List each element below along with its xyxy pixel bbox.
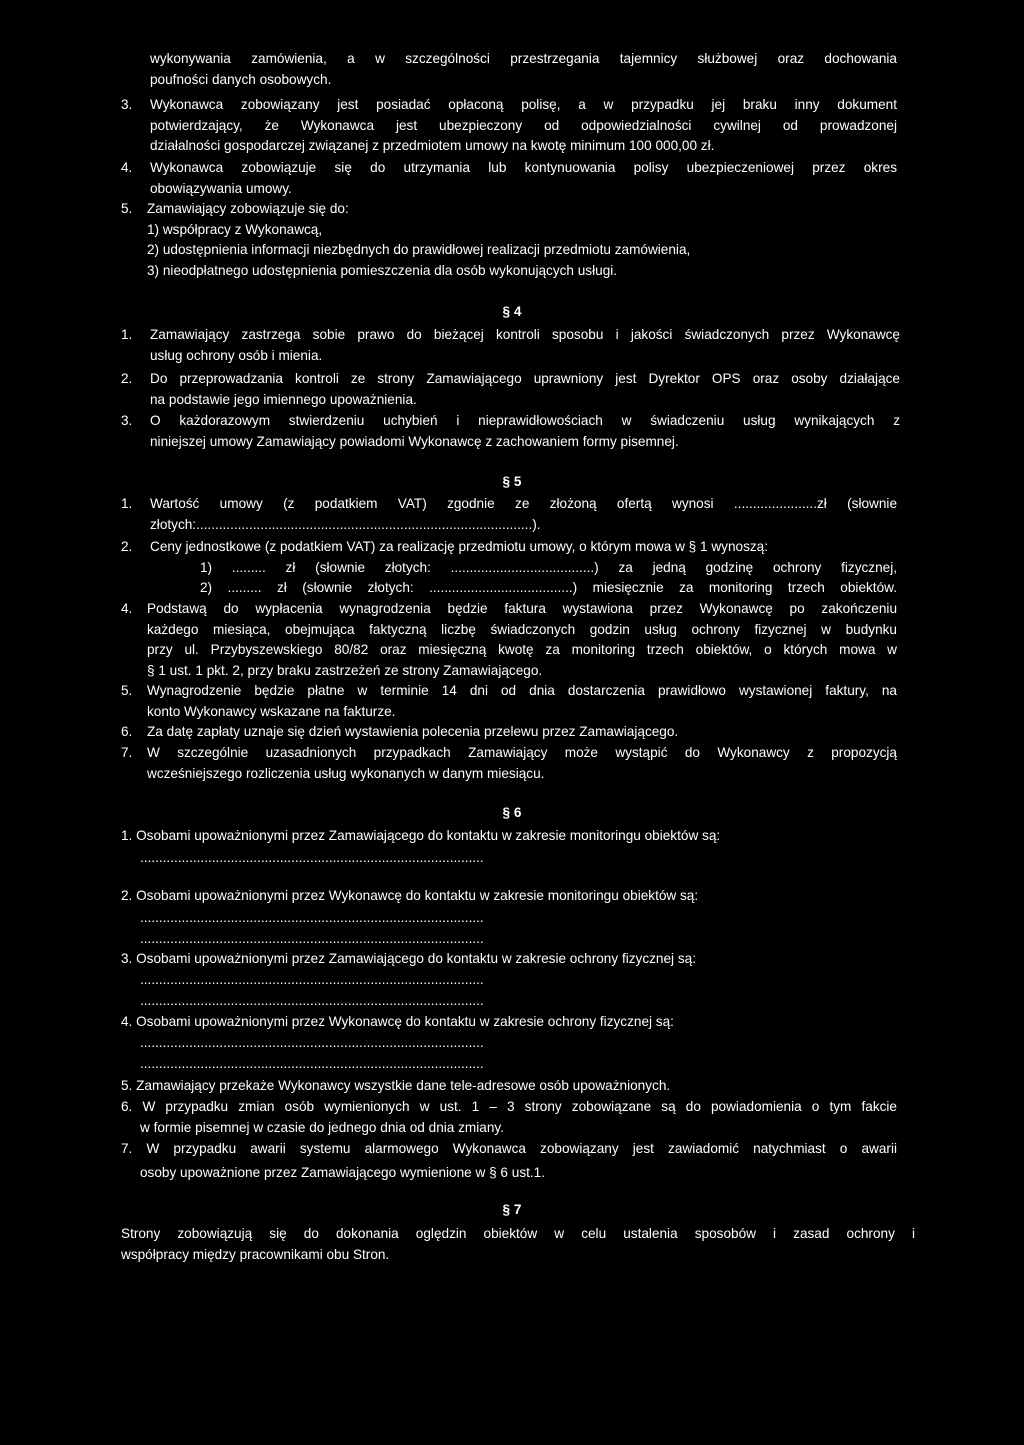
fill-line: ........................................................................................... [140,910,484,925]
item-number: 4. [121,160,133,175]
item-number: 5. [121,683,133,698]
section-heading: § 5 [502,474,522,489]
item-number: 1. [121,327,133,342]
text-line: Zamawiający zastrzega sobie prawo do bieżącej kontroli sposobu i jakości świadczonych przez Wykonawcę [150,327,900,342]
item-number: 3. [121,97,133,112]
continuation-paragraph [150,49,897,90]
text-line: Wykonawca zobowiązuje się do utrzymania lub kontynuowania polisy ubezpieczeniowej przez okres [150,160,897,175]
section-heading: § 6 [502,805,522,820]
text-line: 2) ......... zł (słownie złotych: ......................................) miesięcznie za monitoring trzech obiektów. [200,580,897,595]
item-number: 7. [121,745,133,760]
list-item [150,494,897,535]
text-line: poufności danych osobowych. [150,71,332,87]
text-line: Do przeprowadzania kontroli ze strony Zamawiającego uprawniony jest Dyrektor OPS oraz osoby działające [150,371,900,386]
text-line: osoby upoważnione przez Zamawiającego wymienione w § 6 ust.1. [140,1165,546,1180]
text-line: każdego miesiąca, obejmująca faktyczną liczbę świadczonych godzin usług ochrony fizycznej w budynku [147,621,897,637]
item-number: 6. [121,724,133,739]
list-item [150,95,897,157]
list-item [147,722,897,743]
list-item [150,537,910,558]
sub-item [200,558,897,579]
list-item [150,411,900,452]
list-item [150,369,900,410]
item-number: 3. [121,413,133,428]
text-line: 1) współpracy z Wykonawcą, [147,221,323,237]
text-line: w formie pisemnej w czasie do jednego dnia od dnia zmiany. [140,1120,504,1135]
text-line: Zamawiający zobowiązuje się do: [147,201,349,216]
text-line: konto Wykonawcy wskazane na fakturze. [147,703,396,719]
text-line: Wynagrodzenie będzie płatne w terminie 14 dni od dnia dostarczenia prawidłowo wystawionej faktury, na [147,683,897,698]
text-line: Ceny jednostkowe (z podatkiem VAT) za realizację przedmiotu umowy, o którym mowa w § 1 wynoszą: [150,539,768,554]
text-line: usług ochrony osób i mienia. [150,347,323,363]
text-line: na podstawie jego imiennego upoważnienia. [150,391,417,407]
item-number: 5. [121,201,133,216]
text-line: złotych:.........................................................................................). [150,516,541,532]
list-item [147,599,897,681]
text-line: obowiązywania umowy. [150,180,292,196]
text-line: 1) ......... zł (słownie złotych: ......................................) za jedną godzinę ochrony fizycznej, [200,560,897,575]
fill-line: ........................................................................................... [140,972,484,987]
text-line: O każdorazowym stwierdzeniu uchybień i nieprawidłowościach w świadczeniu usług wynikających z [150,413,900,428]
paragraph [121,1224,915,1265]
list-item [147,743,897,784]
sub-item [200,578,897,599]
text-line: działalności gospodarczej związanej z przedmiotem umowy na kwotę minimum 100 000,00 zł. [150,138,715,153]
list-item: 3. Osobami upoważnionymi przez Zamawiającego do kontaktu w zakresie ochrony fizycznej są: [121,951,696,966]
list-item: 2. Osobami upoważnionymi przez Wykonawcę do kontaktu w zakresie monitoringu obiektów są: [121,888,699,903]
list-item: 4. Osobami upoważnionymi przez Wykonawcę do kontaktu w zakresie ochrony fizycznej są: [121,1014,674,1029]
list-item [147,681,897,722]
list-item [121,1097,897,1118]
text-line: Podstawą do wypłacenia wynagrodzenia będzie faktura wystawiona przez Wykonawcę po zakończeniu [147,601,897,616]
text-line: Za datę zapłaty uznaje się dzień wystawienia polecenia przelewu przez Zamawiającego. [147,724,679,739]
text-line: przy ul. Przybyszewskiego 80/82 oraz miesięczną kwotę za monitoring trzech obiektów, o których mowa w [147,642,897,657]
text-line: współpracy między pracownikami obu Stron. [121,1246,390,1262]
list-item: 1. Osobami upoważnionymi przez Zamawiającego do kontaktu w zakresie monitoringu obiektów są: [121,828,721,843]
text-line: 6. W przypadku zmian osób wymienionych w ust. 1 – 3 strony zobowiązane są do powiadomienia o tym fakcie [121,1099,897,1114]
fill-line: ........................................................................................... [140,993,484,1008]
list-item: 5. Zamawiający przekaże Wykonawcy wszystkie dane tele-adresowe osób upoważnionych. [121,1078,671,1093]
fill-line: ........................................................................................... [140,850,484,865]
text-line: wykonywania zamówienia, a w szczególności przestrzegania tajemnicy służbowej oraz dochowania [150,51,897,66]
text-line: niniejszej umowy Zamawiający powiadomi Wykonawcę z zachowaniem formy pisemnej. [150,433,679,449]
text-line: W szczególnie uzasadnionych przypadkach Zamawiający może wystąpić do Wykonawcy z propozycją [147,745,897,760]
item-number: 2. [121,539,133,554]
list-item [121,1139,897,1160]
text-line: 3) nieodpłatnego udostępnienia pomieszczenia dla osób wykonujących usługi. [147,262,618,278]
list-item [147,199,907,281]
section-heading: § 4 [502,304,522,319]
item-number: 1. [121,496,133,511]
text-line: 7. W przypadku awarii systemu alarmowego Wykonawca zobowiązany jest zawiadomić natychmiast o awarii [121,1141,897,1156]
text-line: Wartość umowy (z podatkiem VAT) zgodnie ze złożoną ofertą wynosi ......................zł (słownie [150,496,897,511]
fill-line: ........................................................................................... [140,1035,484,1050]
text-line: Strony zobowiązują się do dokonania oględzin obiektów w celu ustalenia sposobów i zasad ochrony i [121,1226,915,1241]
item-number: 2. [121,371,133,386]
text-line: wcześniejszego rozliczenia usług wykonanych w danym miesiącu. [147,765,545,781]
list-item [150,325,900,366]
list-item [150,158,897,199]
item-number: 4. [121,601,133,616]
fill-line: ........................................................................................... [140,931,484,946]
text-line: Wykonawca zobowiązany jest posiadać opłaconą polisę, a w przypadku jej braku inny dokument [150,97,897,112]
text-line: § 1 ust. 1 pkt. 2, przy braku zastrzeżeń ze strony Zamawiającego. [147,662,543,678]
text-line: potwierdzający, że Wykonawca jest ubezpieczony od odpowiedzialności cywilnej od prowadzonej [150,117,897,133]
text-line: 2) udostępnienia informacji niezbędnych do prawidłowej realizacji przedmiotu zamówienia, [147,242,691,257]
fill-line: ........................................................................................... [140,1056,484,1071]
section-heading: § 7 [502,1202,522,1217]
